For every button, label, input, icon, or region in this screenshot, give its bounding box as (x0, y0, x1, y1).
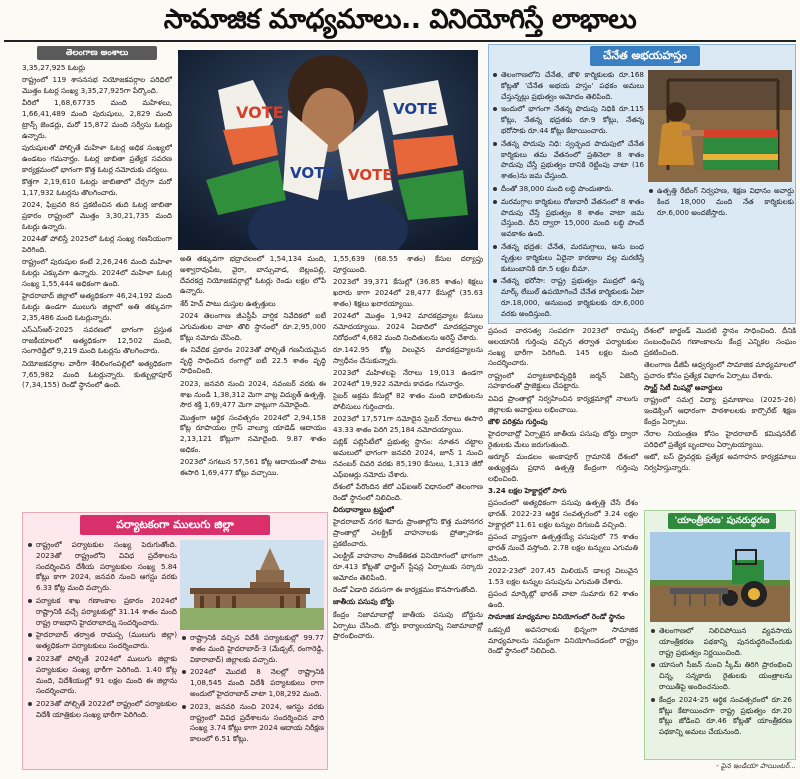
tractor-illustration (650, 532, 790, 622)
tourism-heading: పర్యాటకంగా ములుగు జిల్లా (80, 515, 270, 535)
paragraph: ఆటో, బస్ డ్రైవర్లకు ప్రత్యేక అవగాహన కార్యక్రమాలు నిర్వహిస్తున్నారు. (644, 452, 796, 473)
list-item: నేతన్న పొదుపు నిధి: స్వచ్ఛంద పొదుపులో చేనేత కార్మికులు తమ వేతనంలో ప్రతినెలా 8 శాతం పొదుపు చేస్తే ప్రభుత్వం దానికి రెట్టింపు వాటా (16 శాతం)ను జమ చేస్తుంది. (492, 139, 644, 182)
paragraph: వివిధ ప్రాంతాల్లో నిర్వహించిన కార్యక్రమాల్లో నాలుగు జిల్లాలకు అవార్డులు లభించాయి. (488, 393, 638, 414)
list-item: కేంద్రం 2024-25 ఆర్థిక సంవత్సరంలో రూ.26 కోట్లు కేటాయించగా రాష్ట్ర ప్రభుత్వం రూ.20 కోట్లు జోడించి రూ.46 కోట్లతో యాంత్రీకరణ పథకాన్ని అమలు చేయనుంది. (650, 695, 792, 738)
paragraph: కేంద్రం నిజామాబాద్లో జాతీయ పసుపు బోర్డును ఏర్పాటు చేసింది. బోర్డు కార్యాలయాన్ని నిజామాబాద్లో ప్రారంభించారు. (333, 609, 483, 641)
ev-subheading: చిరుధాన్యాలు ట్రస్టులో (333, 505, 394, 515)
headline-rule (4, 40, 796, 42)
telangana-facts-column (22, 46, 172, 508)
paragraph: 2024లో మొత్తం 1,942 మాదకద్రవ్యాల కేసులు నమోదయ్యాయి. 2024 ఏడాదిలో మాదకద్రవ్యాల నిరోధంలో 4,682 మంది నిందితులను అరెస్ట్ చేశారు. (333, 310, 483, 342)
ramappa-temple-photo (180, 540, 324, 630)
social-media-subheading: సామాజిక మాధ్యమాల వినియోగంలో రెండో స్థానం (488, 612, 625, 622)
paragraph: ఒకప్పటి అవసరాలకు భిన్నంగా సామాజిక మాధ్యమాలను సమర్థంగా వినియోగించడంలో రాష్ట్రం రెండో స్థానంలో నిలిచింది. (488, 624, 638, 656)
voter-awareness-photo (178, 50, 478, 250)
paragraph: 2024 తెలంగాణ జీఎస్డీపీ వార్షిక నివేదికలో ఐటీ ఎగుమతుల వాటా తొలి స్థానంలో రూ.2,95,000 కోట్లు నమోదు చేసింది. (180, 310, 326, 342)
tourism-extra-text (488, 326, 638, 415)
section-tab: తెలంగాణ అంశాలు (37, 46, 157, 60)
list-item: 2023, జనవరి నుంచి 2024, ఆగస్టు వరకు రాష్ట్రంలో వివిధ ప్రదేశాలను సందర్శించిన వారి సంఖ్య 3.74 కోట్లు కాగా 2024 ఆదాయ నిరీక్షణ కాలంలో 6.51 కోట్లు. (181, 702, 324, 745)
weaver-photo (648, 70, 792, 182)
list-item: 2023తో పోల్చితే 2022లో రాష్ట్రంలో పర్యాటకుల విదేశీ యాత్రికుల సంఖ్య భారీగా పెరిగింది. (27, 699, 177, 721)
list-item: పర్యాటక శాఖ గణాంకాల ప్రకారం 2024లో రాష్ట్రానికి వచ్చే పర్యాటకుల్లో 31.14 శాతం మంది రాష్ట్ర రాజధాని హైదరాబాద్ను సందర్శించారు. (27, 596, 177, 628)
mechanization-list (650, 626, 792, 738)
voter-hands-illustration (178, 50, 478, 250)
vote-text-2: VOTE (290, 164, 335, 182)
textile-text (488, 429, 638, 484)
paragraph: ప్రపంచ మార్కెట్లో భారత్ వాటా సుమారు 62 శాతం ఉంది. (488, 589, 638, 610)
list-item: రాష్ట్రంలో పర్యాటకుల సంఖ్య పెరుగుతోంది. 2023తో రాష్ట్రంలోని వివిధ ప్రదేశాలను సందర్శించిన దేశీయ పర్యాటకుల సంఖ్య 5.84 కోట్లు కాగా 2024, జనవరి నుంచి ఆగస్టు వరకు 6.33 కోట్ల మంది వచ్చారు. (27, 540, 177, 594)
list-item: దీంతో 38,000 మంది లబ్ధి పొందుతారు. (492, 184, 644, 195)
paragraph: కొత్తగా 2,19,610 ఓటర్లు జాబితాలో చేర్చగా మరో 1,17,932 ఓటర్లను తొలగించారు. (22, 176, 172, 197)
list-item: నేతన్న భరోసా: రాష్ట్ర ప్రభుత్వం ముద్రలో ఉన్న మార్క్ లేబుల్ ఉపయోగించే చేనేత కార్మికులకు ఏటా రూ.18,000, అనుబంధ కార్మికులకు రూ.6,000 వరకు అందిస్తుంది. (492, 276, 644, 319)
chenetha-list (492, 70, 644, 320)
chenetha-list-continued (648, 186, 794, 218)
paragraph: 2023లో 39,371 కేసుల్లో (36.85 శాతం) శిక్షలు ఖరారు కాగా 2024లో 28,477 కేసుల్లో (35.63 శాతం) శిక్షలు ఖరారయ్యాయి. (333, 277, 483, 308)
list-item: 2024లో మొదటి 8 నెలల్లో రాష్ట్రానికి 1,08,545 మంది విదేశీ పర్యాటకులు రాగా అందులో హైదరాబాద్ వాటా 1,08,292 మంది. (181, 667, 324, 699)
tourism-list-continued (181, 633, 324, 745)
photo-credit: - పైన ఇండియా పాయింటర్... (716, 762, 796, 770)
paragraph: హైదరాబాద్ నగర శివారు ప్రాంతాల్లోని కొత్త మహానగర ప్రాంతాల్లో ఎలక్ట్రిక్ వాహనాలకు ప్రోత్సాహకం ప్రకటించారు. (333, 517, 483, 548)
list-item: 2023తో పోల్చితే 2024లో ములుగు జిల్లాకు పర్యాటకుల సంఖ్య భారీగా పెరిగింది. 1.40 కోట్ల మంది, విదేశీయుల్లో 91 లక్షల మంది ఈ జిల్లాను సందర్శించారు. (27, 654, 177, 697)
paragraph: పురుషులతో పోల్చితే మహిళా ఓటర్ల అధిక సంఖ్యలో ఉండటం గమనార్హం. ఓటర్ల జాబితా ప్రత్యేక సవరణ కార్యక్రమంలో భాగంగా కొత్త ఓటర్ల నమోదుకు చర్యలు. (22, 143, 172, 174)
chenetha-heading: చేనేత అభయహస్తం (590, 46, 700, 66)
paragraph: 2024, ఫిబ్రవరి 8న ప్రకటించిన తుది ఓటర్ల జాబితా ప్రకారం రాష్ట్రంలో మొత్తం 3,30,21,735 మంది ఓటర్లు ఉన్నారు. (22, 200, 172, 231)
list-item: ఇందులో భాగంగా నేతన్న పొదుపు నిధికి రూ.115 కోట్లు, నేతన్న భద్రతకు రూ.9 కోట్లు, నేతన్న భరోసాకు రూ.44 కోట్లు కేటాయించారు. (492, 104, 644, 136)
smart-city-subheading: స్మార్ట్ సిటీ మిషన్లో అవార్డులు (644, 382, 723, 392)
tourism-left-text (27, 540, 177, 766)
vote-text-3: VOTE (348, 166, 393, 184)
paragraph: దేశంలో పేరొందిన జీరో ఎఫ్ఐఆర్ విధానంలో తెలంగాణ రెండో స్థానంలో నిలిచింది. (333, 481, 483, 502)
paragraph: శేర్ హెచ్ పాటు దుస్తుల ఉత్పత్తులు (180, 298, 276, 308)
paragraph: 2022-23లో 207.45 మిలియన్ డాలర్ల విలువైన 1.53 లక్షల టన్నుల పసుపును ఎగుమతి చేశారు. (488, 566, 638, 587)
ev-text (333, 517, 483, 596)
paragraph: పబ్లిక్ పబ్లిసిటీలో ప్రభుత్వ స్థానం: నూతన చట్టాల అమలులో భాగంగా జనవరి 2024, జూన్ 1 నుంచి నవంబర్ చివరి వరకు 85,190 కేసులు, 1,313 జీరో ఎఫ్ఐఆర్లు నమోదు చేశారు. (333, 437, 483, 479)
vote-text-1: VOTE (236, 103, 284, 122)
page-headline: సామాజిక మాధ్యమాలు.. వినియోగిస్తే లాభాలు (163, 4, 637, 35)
paragraph: దేశంలో జార్ఖండ్ మొదటి స్థానం సాధించింది. దీనికి సంబంధించిన గణాంకాలను కేంద్ర ఎన్నికల సంఘం ప్రకటించింది. (644, 326, 796, 357)
weaver-illustration (648, 70, 792, 182)
paragraph: ఎలక్ట్రిక్ వాహనాల సాంకేతికత వినియోగంలో భాగంగా రూ.413 కోట్లతో ఛార్జింగ్ స్టేషన్ల ఏర్పాటుకు సర్కారు ఆమోదం తెలిపింది. (333, 551, 483, 582)
paragraph: అతి తక్కువగా భద్రాచలంలో 1,54,134 మంది, అశ్వారావుపేట, వైరా, బాన్సువాడ, బెల్లంపల్లి, దేవరకద్ర నియోజకవర్గాల్లో ఓటర్లు రెండు లక్షల లోపే ఉన్నారు. (180, 254, 326, 296)
mechanization-text (650, 626, 792, 756)
tourism-right-text (181, 633, 324, 766)
paragraph: ఎస్ఎస్ఆర్-2025 సవరణలో భాగంగా ప్రస్తుత రాజకీయాలలో అత్యధికంగా 12,502 మంది, సంగారెడ్డిలో 9,219 మంది ఓటర్లను తొలగించారు. (22, 324, 172, 356)
paragraph: ప్రపంచ వారసత్వ సంపదగా 2023లో రామప్ప ఆలయానికి గుర్తింపు వచ్చిన తర్వాత పర్యాటకుల సంఖ్య భారీగా పెరిగింది. 145 లక్షల మంది సందర్శించారు. (488, 326, 638, 368)
paragraph: మొత్తంగా ఆర్థిక సంవత్సరం 2024లో 2,94,158 కోట్ల రూపాయల గ్రాస్ వాల్యూ యాడెడ్ ఆదాయం 2,13,121 కోట్లుగా నమోదైంది. 9.87 శాతం అధికం. (180, 412, 326, 455)
turmeric-area-subheading: 3.24 లక్షల హెక్టార్లలో సాగు (488, 486, 567, 496)
mechanization-heading: 'యాంత్రీకరణ' పునరుద్ధరణ (668, 513, 776, 529)
paragraph: సైబర్ అక్రమ కేసుల్లో 82 శాతం మంది బాధితులను పోలీసులు గుర్తించారు. (333, 391, 483, 411)
paragraph: ఆర్మూర్ మండలం అంకాపూర్ గ్రామానికి దేశంలో అత్యుత్తమ ప్రధాన ఉత్పత్తి కేంద్రంగా గుర్తింపు లభించింది. (488, 452, 638, 483)
paragraph: రూ.142.95 కోట్ల విలువైన మాదకద్రవ్యాలను స్వాధీనం చేసుకున్నారు. (333, 344, 483, 365)
paragraph: 2023, జనవరి నుంచి 2024, నవంబర్ వరకు ఈ శాఖ నుండి 1,38,312 మెగా వాట్ల విద్యుత్ ఉత్పత్తి, సౌర శక్తి 1,69,477 మెగా వాట్లుగా నమోదైంది. (180, 378, 326, 410)
paragraph: రాష్ట్రంలో సమగ్ర విద్యా ప్రమాణాలు (2025-26) ఇండెక్సింగ్ ఆధారంగా పాఠశాలలకు కార్పొరేట్ శిక్షణ కేంద్రం ఏర్పాటు. (644, 395, 796, 426)
list-item: హైదరాబాద్ తర్వాత రామప్ప (ములుగు జిల్లా) అత్యధికంగా పర్యాటకులు సందర్శించారు. (27, 630, 177, 652)
paragraph: ప్రపంచ వ్యాప్తంగా ఉత్పత్తయ్యే పసుపులో 75 శాతం భారత్ నుంచే వస్తోంది. 2.78 లక్షల టన్నులు ఎగుమతి చేసింది. (488, 532, 638, 563)
list-item: నేతన్న భద్రత: చేనేత, మరమగ్గాలు, అను బంధ వృత్తుల కార్మికులు ఏదైనా కారణాల వల్ల మరణిస్తే కుటుంబానికి రూ.5 లక్షల బీమా. (492, 242, 644, 274)
paragraph: 1,55,639 (68.55 శాతం) కేసుల దర్యాప్తు పూర్తయింది. (333, 254, 483, 274)
paragraph: రాష్ట్రంలో 119 శాసనసభ నియోజకవర్గాల పరిధిలో మొత్తం ఓటర్ల సంఖ్య 3,35,27,925గా పేర్కొంది. (22, 75, 172, 96)
list-item: ఉత్పత్తి రేటింగ్ నిర్వహణ, శిక్షణ విధానం అవార్డు కింద 18,000 మంది నేత కార్మికులకు రూ.6,000 అందజేస్తారు. (648, 186, 794, 218)
paragraph: నియోజకవర్గాల వారీగా శేరిలింగంపల్లిలో అత్యధికంగా 7,65,982 మంది ఓటర్లున్నారు. కుత్బుల్లాపూర్ (7,34,155) రెండో స్థానంలో ఉంది. (22, 358, 172, 390)
far-right-column (644, 326, 796, 508)
turmeric-column (488, 326, 638, 771)
smart-city-text (644, 395, 796, 474)
textile-subheading: జౌళి పరిశ్రమ గుర్తింపు (488, 416, 548, 426)
paragraph: వీరిలో 1,68,67735 మంది మహిళలు, 1,66,41,489 మంది పురుషులు, 2,829 మంది ట్రాన్స్ జెండర్లు, మరో 15,872 మంది సర్వీసు ఓటర్లు ఉన్నారు. (22, 98, 172, 140)
paragraph: 2024తో పోలిస్తే 2025లో ఓటర్ల సంఖ్య గణనీయంగా పెరిగింది. (22, 233, 172, 254)
paragraph: రాష్ట్రంలో పర్యాటకాభివృద్ధికి జర్మన్ ఏజెన్సీ సహకారంతో ప్రాజెక్టులు చేపట్టారు. (488, 370, 638, 391)
temple-illustration (180, 540, 324, 630)
social-media-text (488, 625, 638, 657)
turmeric-board-subheading: జాతీయ పసుపు బోర్డు (333, 597, 394, 607)
paragraph: 2023లో మహిళలపై నేరాలు 19,013 ఉండగా 2024లో 19,922 నమోదు కావడం గమనార్హం. (333, 367, 483, 388)
list-item: యాసంగి సీజన్ నుంచి స్కీమ్ తిరిగి ప్రారంభించి చిన్న, సన్నకారు రైతులకు యంత్రాలను రాయితీపై అందించనుంది. (650, 660, 792, 692)
paragraph: 2023లో 17,571గా నమోదైన సైబర్ నేరాలు ఈసారి 43.33 శాతం పెరిగి 25,184 నమోదయ్యాయి. (333, 414, 483, 434)
chenetha-right-text (648, 186, 794, 320)
list-item: మరమగ్గాల కార్మికులు రోజువారీ వేతనంలో 8 శాతం పొదుపు చేస్తే ప్రభుత్వం 8 శాతం వాటా జమ చేస్తుంది. దీని ద్వారా 15,000 మంది లబ్ధి పొందే అవకాశం ఉంది. (492, 197, 644, 240)
economy-column (180, 254, 326, 512)
tractor-photo (650, 532, 790, 622)
economy-text (180, 254, 326, 479)
paragraph: 2023లో సగటున 57,561 కోట్ల ఆదాయంతో పాటు ఈసారి 1,69,477 కోట్లు వచ్చాయి. (180, 457, 326, 478)
vote-text-4: VOTE (393, 100, 438, 118)
list-item: తెలంగాణలోని చేనేత, జౌళి కార్మికులకు రూ.168 కోట్లతో 'చేనేత అభయ హస్తం' పథకం అమలు చేస్తున్నట్లు ప్రభుత్వం ఆమోదం తెలిపింది. (492, 70, 644, 102)
paragraph: హైదరాబాద్ జిల్లాలో అత్యధికంగా 46,24,192 మంది ఓటర్లు ఉండగా ములుగు జిల్లాలో అతి తక్కువగా 2,35,486 మంది ఓటర్లున్నారు. (22, 290, 172, 322)
paragraph: రాష్ట్రంలో పురుషుల కంటే 2,26,246 మంది మహిళా ఓటర్లు ఎక్కువగా ఉన్నారు. 2024లో మహిళా ఓటర్ల సంఖ్య 1,55,444 అధికంగా ఉంది. (22, 257, 172, 288)
paragraph: ఈ నివేదిక ప్రకారం 2023తో పోల్చితే గణనీయమైన వృద్ధి సాధించిన రంగాల్లో ఐటీ 22.5 శాతం వృద్ధి సాధించింది. (180, 344, 326, 376)
crime-stats-text (333, 254, 483, 504)
turmeric-board-text (333, 610, 483, 642)
paragraph: హైదరాబాద్లో ఏర్పాటైన జాతీయ పసుపు బోర్డు ద్వారా రైతులకు మేలు జరుగుతుంది. (488, 429, 638, 449)
chenetha-left-text (492, 70, 644, 320)
paragraph: నేరాల నియంత్రణ కోసం హైదరాబాద్ కమిషనరేట్ పరిధిలో ప్రత్యేక బృందాలు ఏర్పాటయ్యాయి. (644, 429, 796, 449)
telangana-facts-text (22, 63, 172, 391)
list-item: రాష్ట్రానికి వచ్చిన విదేశీ పర్యాటకుల్లో 99.77 శాతం మంది హైదరాబాద్-3 (మేడ్చల్, రంగారెడ్డి, వికారాబాద్) జిల్లాలకు వచ్చారు. (181, 633, 324, 665)
far-right-text (644, 326, 796, 381)
tourism-list (27, 540, 177, 721)
list-item: తెలంగాణలో నిలిచిపోయిన వ్యవసాయ యాంత్రీకరణ పథకాన్ని పునరుద్ధరించేందుకు రాష్ట్ర ప్రభుత్వం నిర్ణయించింది. (650, 626, 792, 658)
paragraph: 3,35,27,925 ఓటర్లు (22, 63, 86, 72)
crime-stats-column (333, 254, 483, 769)
paragraph: రెండో ఏడాది వరుసగా ఈ కార్యక్రమం కొనసాగుతోంది. (333, 585, 478, 595)
paragraph: ప్రపంచంలో అత్యధికంగా పసుపు ఉత్పత్తి చేసే దేశం భారత్. 2022-23 ఆర్థిక సంవత్సరంలో 3.24 లక్షల హెక్టార్లలో 11.61 లక్షల టన్నుల దిగుబడి వచ్చింది. (488, 498, 638, 530)
turmeric-area-text (488, 498, 638, 610)
paragraph: తెలంగాణ డీజీపీ ఆధ్వర్యంలో సామాజిక మాధ్యమాలలో ప్రచారం కోసం ప్రత్యేక విభాగం ఏర్పాటు చేశారు. (644, 359, 796, 380)
